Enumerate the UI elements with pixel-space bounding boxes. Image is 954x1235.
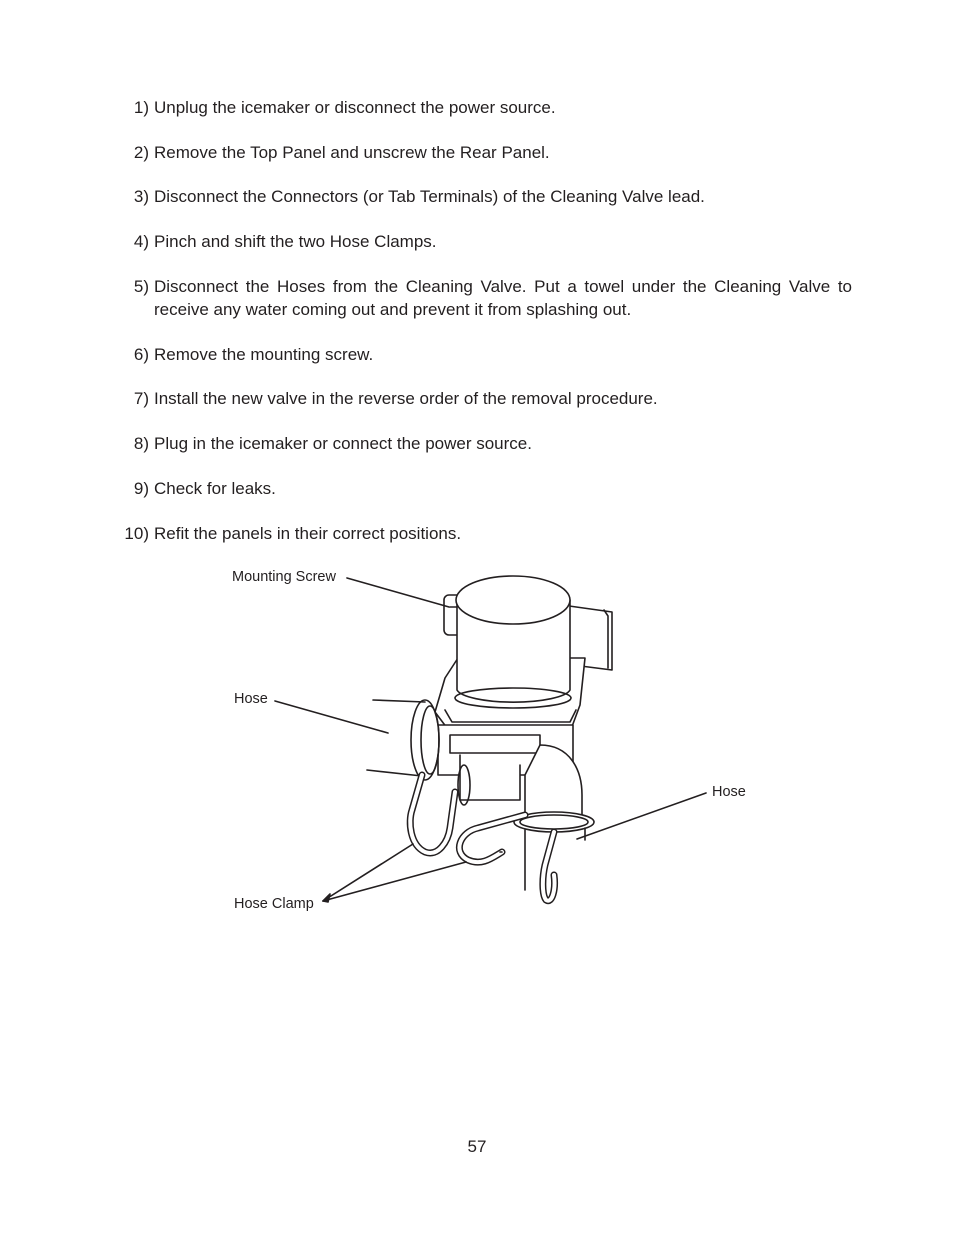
step-number: 9) [133,479,149,498]
step-number: 8) [133,434,149,453]
step-text: Remove the mounting screw. [154,345,374,364]
step-text: Unplug the icemaker or disconnect the power source. [154,98,556,117]
mounting-screw-label: Mounting Screw [232,569,336,585]
step-text: Check for leaks. [154,479,276,498]
step-text: Plug in the icemaker or connect the power source. [154,434,532,453]
page-number: 57 [467,1137,487,1156]
hose-right-label: Hose [712,784,746,800]
step-text: Install the new valve in the reverse order of the removal procedure. [154,389,658,408]
step-number: 5) [133,277,149,296]
step-text: Refit the panels in their correct positions. [154,524,462,543]
step-number: 7) [133,389,149,408]
step-text: Disconnect the Hoses from the Cleaning Valve. Put a towel under the Cleaning Valve to receive any water coming out and prevent it from splashing out. [154,277,852,319]
step-number: 2) [133,143,149,162]
cleaning-valve-diagram [220,560,780,920]
step-number: 1) [133,98,149,117]
step-number: 4) [133,232,149,251]
step-text: Remove the Top Panel and unscrew the Rear Panel. [154,143,550,162]
step-text: Pinch and shift the two Hose Clamps. [154,232,437,251]
step-number: 10) [124,524,149,543]
step-text: Disconnect the Connectors (or Tab Terminals) of the Cleaning Valve lead. [154,187,705,206]
hose-left-label: Hose [234,691,268,707]
cleaning-valve-illustration [220,560,780,920]
hose-clamp-label: Hose Clamp [234,896,314,912]
step-number: 6) [133,345,149,364]
step-number: 3) [133,187,149,206]
